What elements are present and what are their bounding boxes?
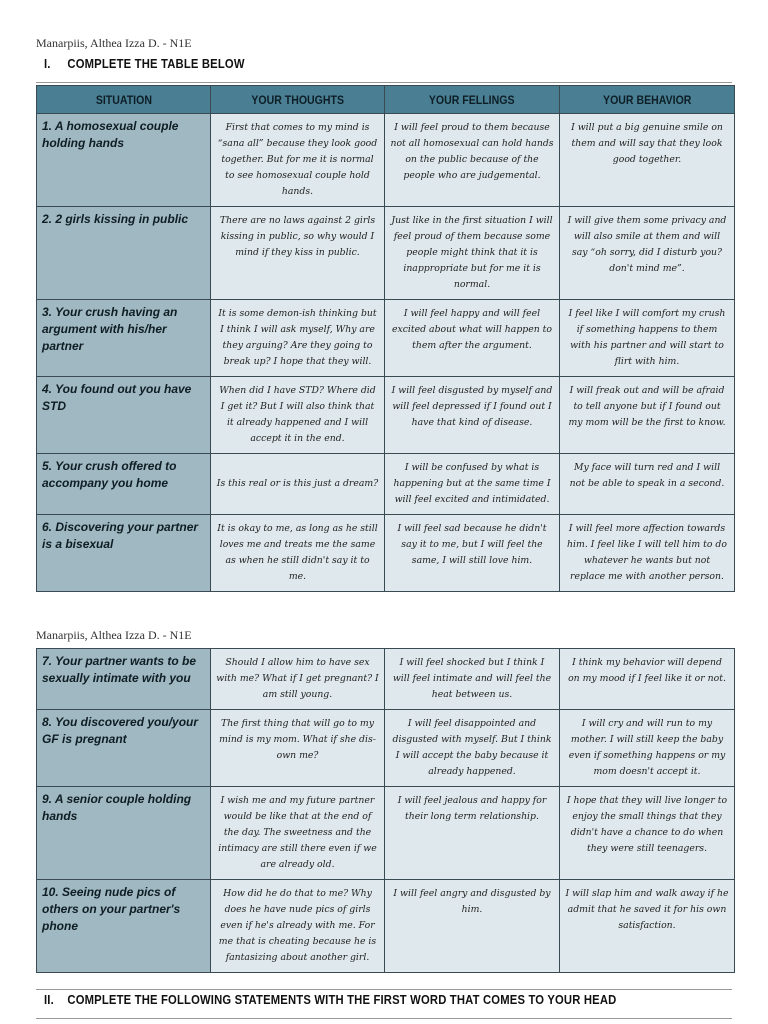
divider bbox=[36, 1018, 732, 1019]
table-row bbox=[37, 710, 735, 787]
feelings-cell: I will be confused by what is happening but at the same time I will feel excited and intimidated. bbox=[385, 454, 560, 515]
section-1-title bbox=[44, 57, 245, 71]
behavior-cell: I will give them some privacy and will also smile at them and will say “oh sorry, did I disturb you? don't mind me”. bbox=[560, 207, 735, 300]
author-name: Manarpiis, Althea Izza D. - N1E bbox=[36, 36, 192, 50]
behavior-cell: My face will turn red and I will not be able to speak in a second. bbox=[560, 454, 735, 515]
feelings-cell: I will feel proud to them because not all homosexual can hold hands on the public because of the people who are judgemental. bbox=[385, 114, 560, 207]
table-row bbox=[37, 377, 735, 454]
feelings-cell: I will feel shocked but I think I will feel intimate and will feel the heat between us. bbox=[385, 649, 560, 710]
situation-cell: 8. You discovered you/your GF is pregnant bbox=[37, 710, 211, 787]
table-row bbox=[37, 454, 735, 515]
behavior-cell: I will feel more affection towards him. I feel like I will tell him to do whatever he wants but not replace me with another person. bbox=[560, 515, 735, 592]
thoughts-cell: How did he do that to me? Why does he have nude pics of girls even if he's already with me. For me that is cheating because he is fantasizing about another girl. bbox=[211, 880, 385, 973]
table-row bbox=[37, 114, 735, 207]
thoughts-cell: Should I allow him to have sex with me? What if I get pregnant? I am still young. bbox=[211, 649, 385, 710]
thoughts-cell: First that comes to my mind is “sana all” because they look good together. But for me it is normal to see homosexual couple hold hands. bbox=[211, 114, 385, 207]
behavior-cell: I will slap him and walk away if he admit that he saved it for his own satisfaction. bbox=[560, 880, 735, 973]
behavior-cell: I feel like I will comfort my crush if something happens to them with his partner and will start to flirt with him. bbox=[560, 300, 735, 377]
feelings-cell: I will feel angry and disgusted by him. bbox=[385, 880, 560, 973]
thoughts-cell: It is some demon-ish thinking but I think I will ask myself, Why are they arguing? Are they going to break up? I hope that they will. bbox=[211, 300, 385, 377]
table-row bbox=[37, 787, 735, 880]
situation-cell: 5. Your crush offered to accompany you home bbox=[37, 454, 211, 515]
table-row bbox=[37, 300, 735, 377]
table-row bbox=[37, 207, 735, 300]
feelings-cell: I will feel happy and will feel excited about what will happen to them after the argument. bbox=[385, 300, 560, 377]
thoughts-cell: Is this real or is this just a dream? bbox=[211, 454, 385, 515]
divider bbox=[36, 82, 732, 83]
section-1-number: I. bbox=[44, 57, 51, 71]
behavior-cell: I will put a big genuine smile on them and will say that they look good together. bbox=[560, 114, 735, 207]
section-2-title bbox=[44, 993, 616, 1007]
table-row bbox=[37, 649, 735, 710]
situation-cell: 4. You found out you have STD bbox=[37, 377, 211, 454]
thoughts-cell: The first thing that will go to my mind is my mom. What if she dis-own me? bbox=[211, 710, 385, 787]
feelings-cell: Just like in the first situation I will feel proud of them because some people might think that it is inappropriate but for me it is normal. bbox=[385, 207, 560, 300]
behavior-cell: I think my behavior will depend on my mood if I feel like it or not. bbox=[560, 649, 735, 710]
header-feelings: YOUR FELLINGS bbox=[385, 86, 560, 114]
situation-cell: 7. Your partner wants to be sexually intimate with you bbox=[37, 649, 211, 710]
situation-cell: 9. A senior couple holding hands bbox=[37, 787, 211, 880]
thoughts-cell: I wish me and my future partner would be like that at the end of the day. The sweetness and the intimacy are still there even if we are already old. bbox=[211, 787, 385, 880]
situation-table-1 bbox=[36, 85, 735, 592]
situation-cell: 10. Seeing nude pics of others on your partner's phone bbox=[37, 880, 211, 973]
divider bbox=[36, 989, 732, 990]
behavior-cell: I will freak out and will be afraid to tell anyone but if I found out my mom will be the first to know. bbox=[560, 377, 735, 454]
situation-table-2 bbox=[36, 648, 735, 973]
section-1-text: COMPLETE THE TABLE BELOW bbox=[67, 57, 245, 71]
feelings-cell: I will feel disappointed and disgusted with myself. But I think I will accept the baby because it already happened. bbox=[385, 710, 560, 787]
thoughts-cell: There are no laws against 2 girls kissing in public, so why would I mind if they kiss in public. bbox=[211, 207, 385, 300]
thoughts-cell: When did I have STD? Where did I get it? But I will also think that it already happened and I will accept it in the end. bbox=[211, 377, 385, 454]
behavior-cell: I hope that they will live longer to enjoy the small things that they didn't have a chance to do when they were still teenagers. bbox=[560, 787, 735, 880]
thoughts-cell: It is okay to me, as long as he still loves me and treats me the same as when he still didn't say it to me. bbox=[211, 515, 385, 592]
header-behavior: YOUR BEHAVIOR bbox=[560, 86, 735, 114]
header-situation: SITUATION bbox=[37, 86, 211, 114]
situation-cell: 6. Discovering your partner is a bisexual bbox=[37, 515, 211, 592]
header-thoughts: YOUR THOUGHTS bbox=[211, 86, 385, 114]
author-name: Manarpiis, Althea Izza D. - N1E bbox=[36, 628, 192, 642]
section-2-number: II. bbox=[44, 993, 54, 1007]
section-2-text: COMPLETE THE FOLLOWING STATEMENTS WITH THE FIRST WORD THAT COMES TO YOUR HEAD bbox=[67, 993, 617, 1007]
feelings-cell: I will feel jealous and happy for their long term relationship. bbox=[385, 787, 560, 880]
feelings-cell: I will feel disgusted by myself and will feel depressed if I found out I have that kind of disease. bbox=[385, 377, 560, 454]
situation-cell: 3. Your crush having an argument with his/her partner bbox=[37, 300, 211, 377]
situation-cell: 1. A homosexual couple holding hands bbox=[37, 114, 211, 207]
table-row bbox=[37, 880, 735, 973]
table-row bbox=[37, 515, 735, 592]
behavior-cell: I will cry and will run to my mother. I will still keep the baby even if something happens or my mom doesn't accept it. bbox=[560, 710, 735, 787]
table-header-row bbox=[37, 86, 735, 114]
situation-cell: 2. 2 girls kissing in public bbox=[37, 207, 211, 300]
feelings-cell: I will feel sad because he didn't say it to me, but I will feel the same, I will still love him. bbox=[385, 515, 560, 592]
